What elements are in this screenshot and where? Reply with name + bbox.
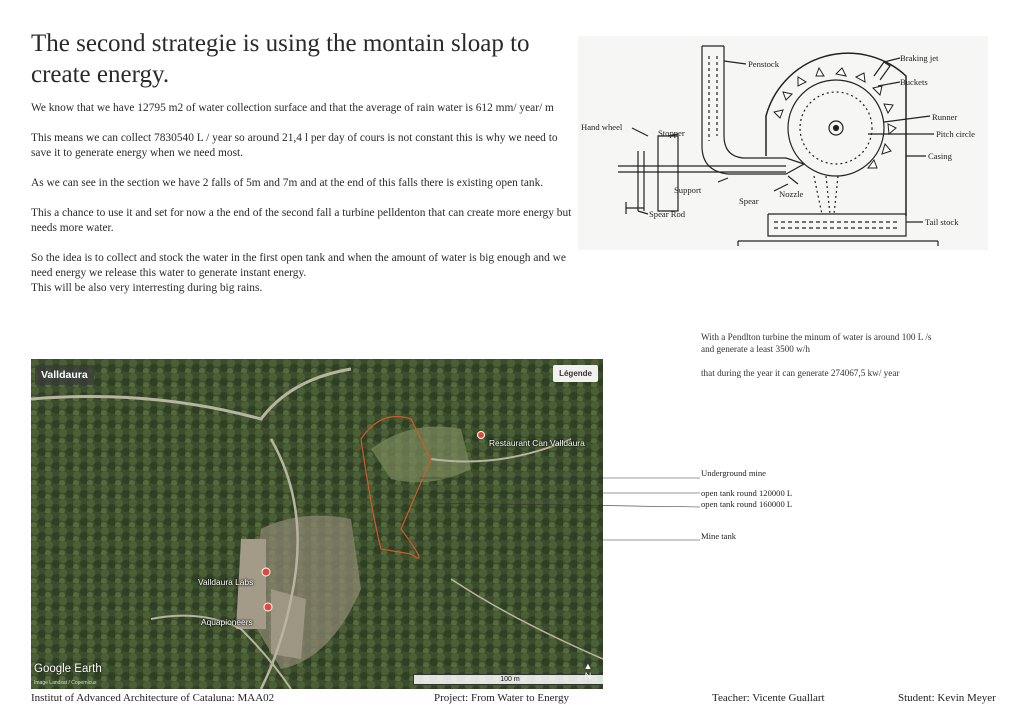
north-label: N bbox=[584, 671, 592, 681]
label-stopper: Stopper bbox=[658, 128, 685, 138]
label-braking-jet: Braking jet bbox=[900, 53, 939, 63]
label-open-tank-2: open tank round 160000 L bbox=[701, 499, 793, 509]
paragraph-turbine: This a chance to use it and set for now a the end of the second fall a turbine pelldenton that can create more energy but needs more water. bbox=[31, 207, 572, 234]
page-title: The second strategie is using the montain sloap to create energy. bbox=[31, 30, 530, 88]
label-mine-tank: Mine tank bbox=[701, 531, 737, 541]
note-yearly-energy: that during the year it can generate 274067,5 kw/ year bbox=[701, 368, 900, 378]
label-tail-stock: Tail stock bbox=[925, 217, 959, 227]
label-nozzle: Nozzle bbox=[779, 189, 804, 199]
label-buckets: Buckets bbox=[900, 77, 928, 87]
paragraph-collection-volume: This means we can collect 7830540 L / year so around 21,4 l per day of cours is not constant this is why we need to save it to generate energy when we need most. bbox=[31, 132, 558, 159]
legend-button[interactable]: Légende bbox=[553, 365, 598, 382]
imagery-credit: Image Landsat / Copernicus bbox=[34, 680, 97, 686]
footer-teacher: Teacher: Vicente Guallart bbox=[712, 692, 825, 704]
google-earth-logo: Google Earth bbox=[34, 663, 102, 675]
paragraph-collection-surface: We know that we have 12795 m2 of water collection surface and that the average of rain water is 612 mm/ year/ m bbox=[31, 102, 554, 114]
label-open-tank-1: open tank round 120000 L bbox=[701, 488, 793, 498]
label-casing: Casing bbox=[928, 151, 952, 161]
map-title: Valldaura bbox=[35, 365, 94, 385]
map-scale: 100 m bbox=[413, 674, 603, 685]
label-pitch-circle: Pitch circle bbox=[936, 129, 975, 139]
footer-project: Project: From Water to Energy bbox=[434, 692, 569, 704]
label-penstock: Penstock bbox=[748, 59, 780, 69]
place-valldaura-labs[interactable]: Valldaura Labs bbox=[198, 577, 254, 587]
place-restaurant[interactable]: Restaurant Can Valldaura bbox=[489, 438, 585, 448]
label-support: Support bbox=[674, 185, 702, 195]
north-arrow-icon[interactable]: ▲ N bbox=[583, 661, 593, 681]
paragraph-falls: As we can see in the section we have 2 falls of 5m and 7m and at the end of this falls there is existing open tank. bbox=[31, 177, 544, 189]
place-aquapioneers[interactable]: Aquapioneers bbox=[201, 617, 253, 627]
label-spear: Spear bbox=[739, 196, 759, 206]
label-spear-rod: Spear Rod bbox=[649, 209, 686, 219]
footer-institute: Institut of Advanced Architecture of Cataluna: MAA02 bbox=[31, 692, 275, 704]
label-underground-mine: Underground mine bbox=[701, 468, 766, 478]
label-hand-wheel: Hand wheel bbox=[581, 122, 623, 132]
paragraph-idea: So the idea is to collect and stock the water in the first open tank and when the amount of water is big enough and we need energy we release this water to generate instant energy. This will be also very interresting during big rains. bbox=[31, 252, 566, 294]
footer-student: Student: Kevin Meyer bbox=[898, 692, 996, 704]
label-runner: Runner bbox=[932, 112, 958, 122]
note-turbine-minimum: With a Pendlton turbine the minum of water is around 100 L /s and generate a least 3500 w/h bbox=[701, 332, 932, 354]
